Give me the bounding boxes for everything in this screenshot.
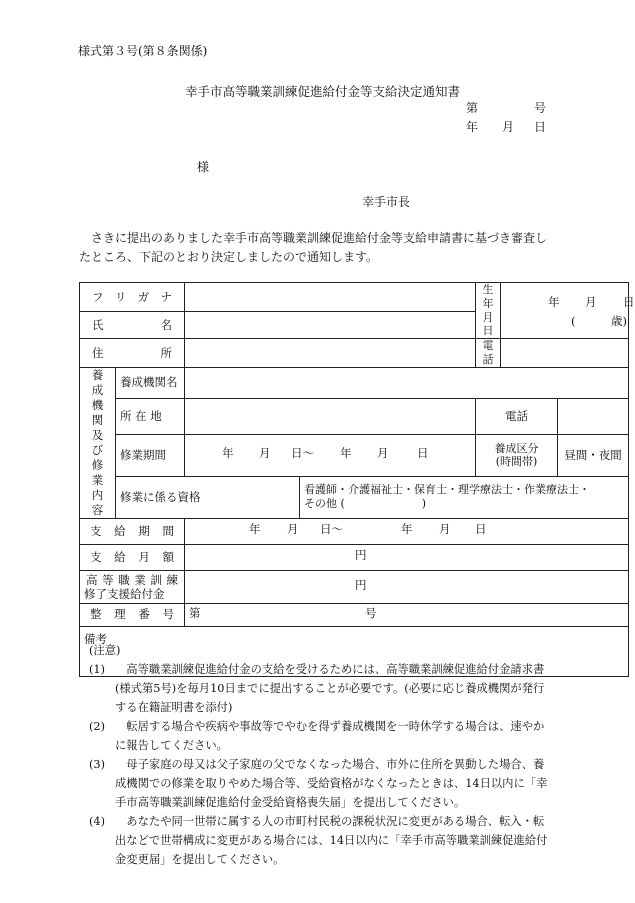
notes-heading: (注意) xyxy=(89,644,121,657)
name-label: 氏 名 xyxy=(80,312,185,339)
pay-period-label: 支 給 期 間 xyxy=(80,518,185,544)
ref-number-label: 整 理 番 号 xyxy=(80,603,185,626)
ref-number-field[interactable]: 第 号 xyxy=(185,603,629,626)
monthly-amount-label: 支 給 月 額 xyxy=(80,544,185,570)
phone-label: 電 話 xyxy=(476,339,501,368)
name-field[interactable] xyxy=(185,312,476,339)
note-item: (2) 転居する場合や疾病や事故等でやむを得ず養成機関を一時休学する場合は、速やかに報告してください。 xyxy=(88,720,545,752)
qualification-label: 修業に係る資格 xyxy=(116,476,300,518)
monthly-amount-field[interactable]: 円 xyxy=(185,544,629,570)
facility-phone-field[interactable] xyxy=(558,398,629,434)
birth-label: 生 年 月 日 xyxy=(476,283,501,339)
intro-text: さきに提出のありました幸手市高等職業訓練促進給付金等支給申請書に基づき審査したところ、下記のとおり決定しましたので通知します。 xyxy=(79,231,548,264)
note-item: (1) 高等職業訓練促進給付金の支給を受けるためには、高等職業訓練促進給付金請求書(様式第5号)を毎月10日までに提出することが必要です。(必要に応じ養成機関が発行する在籍証明書を添付) xyxy=(88,663,545,714)
facility-group-label: 養成機関及び修業内容 xyxy=(80,367,116,518)
document-title: 幸手市高等職業訓練促進給付金等支給決定通知書 xyxy=(185,84,461,99)
course-type-value[interactable]: 昼間・夜間 xyxy=(558,434,629,476)
facility-address-label: 所 在 地 xyxy=(116,398,185,434)
completion-grant-field[interactable]: 円 xyxy=(185,570,629,603)
study-period-label: 修業期間 xyxy=(116,434,185,476)
facility-phone-label: 電話 xyxy=(476,398,558,434)
form-table xyxy=(79,282,635,677)
completion-grant-label: 高 等 職 業 訓 練 修了支援給付金 xyxy=(80,570,185,603)
form-label: 様式第３号(第８条関係) xyxy=(78,44,208,58)
address-label: 住 所 xyxy=(80,339,185,368)
note-item: (4) あなたや同一世帯に属する人の市町村民税の課税状況に変更がある場合、転入・転出などで世帯構成に変更がある場合には、14日以内に「幸手市高等職業訓練促進給付金変更届」を提出してください。 xyxy=(88,815,548,866)
furigana-label: フ リ ガ ナ xyxy=(80,283,185,312)
facility-name-label: 養成機関名 xyxy=(116,367,185,398)
study-period-field[interactable]: 年 月 日～ 年 月 日 xyxy=(185,434,476,476)
address-field[interactable] xyxy=(185,339,476,368)
notes-section xyxy=(79,641,554,869)
course-type-label: 養成区分 (時間帯) xyxy=(476,434,558,476)
remarks-label: 備考 xyxy=(84,631,107,646)
addressee-suffix: 様 xyxy=(197,160,210,174)
furigana-field[interactable] xyxy=(185,283,476,312)
birth-date-field[interactable]: 年 月 日 ( 歳) xyxy=(501,283,629,339)
issuer: 幸手市長 xyxy=(362,195,411,209)
facility-address-field[interactable] xyxy=(185,398,476,434)
facility-name-field[interactable] xyxy=(185,367,629,398)
pay-period-field[interactable]: 年 月 日～ 年 月 日 xyxy=(185,518,629,544)
note-item: (3) 母子家庭の母又は父子家庭の父でなくなった場合、市外に住所を異動した場合、養成機関での修業を取りやめた場合等、受給資格がなくなったときは、14日以内に「幸手市高等職業訓練促進給付金受給資格喪失届」を提出してください。 xyxy=(88,758,548,809)
qualification-options[interactable]: 看護師・介護福祉士・保育士・理学療法士・作業療法士・ その他 ( ) xyxy=(300,476,629,518)
phone-field[interactable] xyxy=(501,339,629,368)
